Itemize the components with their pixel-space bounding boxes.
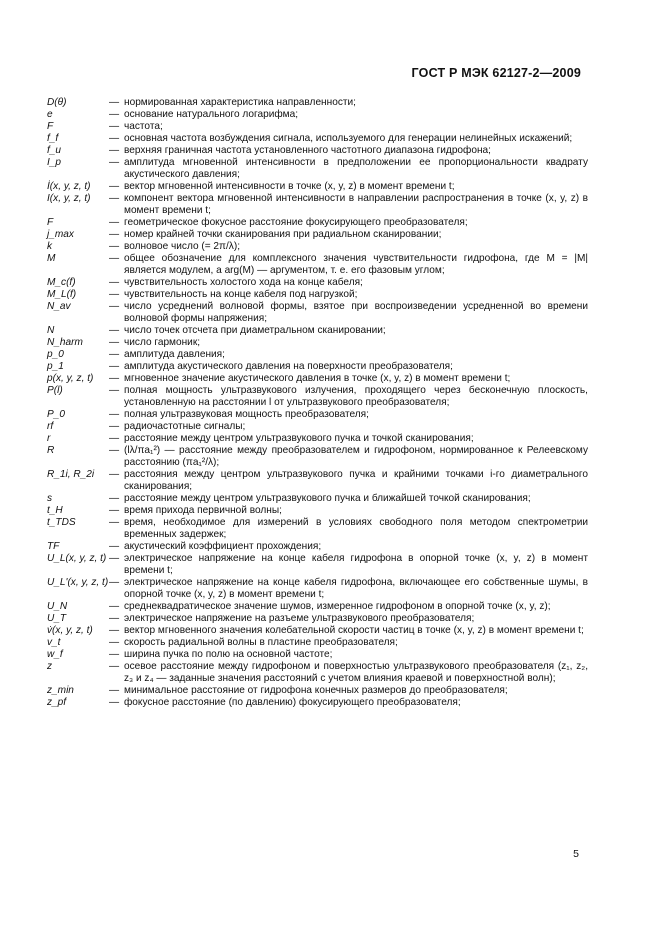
dash: — xyxy=(109,229,120,240)
description: время прихода первичной волны; xyxy=(124,505,282,516)
list-item xyxy=(47,469,588,493)
symbol: w_f xyxy=(47,649,63,660)
dash: — xyxy=(109,613,120,624)
dash: — xyxy=(109,433,120,444)
symbol: v̇(x, y, z, t) xyxy=(47,625,93,636)
description: вектор мгновенного значения колебательной скорости частиц в точке (x, y, z) в момент времени t; xyxy=(124,625,584,636)
dash: — xyxy=(109,361,120,372)
symbol: N_harm xyxy=(47,337,83,348)
description: амплитуда акустического давления на поверхности преобразователя; xyxy=(124,361,453,372)
dash: — xyxy=(109,685,120,696)
description: компонент вектора мгновенной интенсивности в направлении распространения в точке (x, y, z) в момент времени t; xyxy=(124,193,588,216)
description: геометрическое фокусное расстояние фокусирующего преобразователя; xyxy=(124,217,468,228)
symbol: I(x, y, z, t) xyxy=(47,193,91,204)
description: амплитуда мгновенной интенсивности в предположении ее пропорциональности квадрату акустического давления; xyxy=(124,157,588,180)
dash: — xyxy=(109,301,120,312)
symbol: v_t xyxy=(47,637,61,648)
list-item xyxy=(47,505,588,517)
list-item xyxy=(47,613,588,625)
dash: — xyxy=(109,241,120,252)
description: основание натурального логарифма; xyxy=(124,109,299,120)
dash: — xyxy=(109,157,120,168)
description: среднеквадратическое значение шумов, измеренное гидрофоном в опорной точке (x, y, z); xyxy=(124,601,551,612)
description: чувствительность на конце кабеля под нагрузкой; xyxy=(124,289,358,300)
page-number: 5 xyxy=(573,848,579,860)
description: скорость радиальной волны в пластине преобразователя; xyxy=(124,637,398,648)
dash: — xyxy=(109,253,120,264)
dash: — xyxy=(109,349,120,360)
symbols-list xyxy=(47,97,588,709)
symbol: P(l) xyxy=(47,385,63,396)
dash: — xyxy=(109,637,120,648)
symbol: TF xyxy=(47,541,60,552)
symbol: D(θ) xyxy=(47,97,67,108)
symbol: P_0 xyxy=(47,409,65,420)
symbol: f_f xyxy=(47,133,59,144)
symbol: U_T xyxy=(47,613,67,624)
dash: — xyxy=(109,601,120,612)
description: полная мощность ультразвукового излучения, проходящего через бесконечную плоскость, установленную на расстоянии l от ультразвукового преобразователя; xyxy=(124,385,588,408)
description: осевое расстояние между гидрофоном и поверхностью ультразвукового преобразователя (z₁, z₂, z₃ и z₄ — заданные значения расстояний с учетом влияния краевой и поверхностной волн); xyxy=(124,661,588,684)
symbol: R xyxy=(47,445,55,456)
symbol: M_c(f) xyxy=(47,277,76,288)
dash: — xyxy=(109,409,120,420)
dash: — xyxy=(109,121,120,132)
list-item xyxy=(47,553,588,577)
description: основная частота возбуждения сигнала, используемого для генерации нелинейных искажений; xyxy=(124,133,573,144)
list-item xyxy=(47,361,588,373)
description: расстояния между центром ультразвукового пучка и крайними точками i-го диаметрального сканирования; xyxy=(124,469,588,492)
symbol: e xyxy=(47,109,53,120)
list-item xyxy=(47,229,588,241)
symbol: N xyxy=(47,325,55,336)
description: мгновенное значение акустического давления в точке (x, y, z) в момент времени t; xyxy=(124,373,511,384)
symbol: j_max xyxy=(47,229,74,240)
dash: — xyxy=(109,373,120,384)
description: акустический коэффициент прохождения; xyxy=(124,541,322,552)
symbol: r xyxy=(47,433,51,444)
list-item xyxy=(47,637,588,649)
symbol: İ(x, y, z, t) xyxy=(47,181,91,192)
description: номер крайней точки сканирования при радиальном сканировании; xyxy=(124,229,442,240)
dash: — xyxy=(109,145,120,156)
list-item xyxy=(47,301,588,325)
dash: — xyxy=(109,421,120,432)
description: амплитуда давления; xyxy=(124,349,225,360)
description: полная ультразвуковая мощность преобразователя; xyxy=(124,409,369,420)
list-item xyxy=(47,181,588,193)
symbol: z xyxy=(47,661,53,672)
list-item xyxy=(47,445,588,469)
description: волновое число (= 2π/λ); xyxy=(124,241,241,252)
dash: — xyxy=(109,625,120,636)
list-item xyxy=(47,253,588,277)
list-item xyxy=(47,193,588,217)
dash: — xyxy=(109,493,120,504)
symbol: t_H xyxy=(47,505,63,516)
description: электрическое напряжение на разъеме ультразвукового преобразователя; xyxy=(124,613,475,624)
list-item xyxy=(47,97,588,109)
list-item xyxy=(47,133,588,145)
symbol: I_p xyxy=(47,157,62,168)
symbol: p(x, y, z, t) xyxy=(47,373,94,384)
list-item xyxy=(47,409,588,421)
list-item xyxy=(47,385,588,409)
symbol: R_1i, R_2i xyxy=(47,469,95,480)
list-item xyxy=(47,145,588,157)
symbol: p_0 xyxy=(47,349,64,360)
list-item xyxy=(47,337,588,349)
symbol: k xyxy=(47,241,53,252)
dash: — xyxy=(109,217,120,228)
list-item xyxy=(47,517,588,541)
list-item xyxy=(47,541,588,553)
list-item xyxy=(47,217,588,229)
list-item xyxy=(47,433,588,445)
dash: — xyxy=(109,661,120,672)
dash: — xyxy=(109,385,120,396)
list-item xyxy=(47,289,588,301)
description: общее обозначение для комплексного значения чувствительности гидрофона, где M = |M| является модулем, а arg(M) — аргументом, т. е. его фазовым углом; xyxy=(124,253,588,276)
list-item xyxy=(47,577,588,601)
symbol: F xyxy=(47,217,54,228)
description: число усреднений волновой формы, взятое при воспроизведении усредненной во времени волновой формы напряжения; xyxy=(124,301,588,324)
dash: — xyxy=(109,697,120,708)
dash: — xyxy=(109,505,120,516)
description: расстояние между центром ультразвукового пучка и ближайшей точкой сканирования; xyxy=(124,493,531,504)
list-item xyxy=(47,241,588,253)
description: радиочастотные сигналы; xyxy=(124,421,246,432)
dash: — xyxy=(109,193,120,204)
list-item xyxy=(47,121,588,133)
symbol: N_av xyxy=(47,301,71,312)
symbol: U_L(x, y, z, t) xyxy=(47,553,107,564)
symbol: rf xyxy=(47,421,54,432)
dash: — xyxy=(109,445,120,456)
list-item xyxy=(47,685,588,697)
symbol: s xyxy=(47,493,53,504)
description: расстояние между центром ультразвукового пучка и точкой сканирования; xyxy=(124,433,474,444)
description: ширина пучка по полю на основной частоте; xyxy=(124,649,333,660)
description: (lλ/πa₁²) — расстояние между преобразователем и гидрофоном, нормированное к Релеевскому расстоянию (πa₁²/λ); xyxy=(124,445,588,468)
dash: — xyxy=(109,97,120,108)
dash: — xyxy=(109,649,120,660)
list-item xyxy=(47,325,588,337)
list-item xyxy=(47,373,588,385)
description: вектор мгновенной интенсивности в точке (x, y, z) в момент времени t; xyxy=(124,181,455,192)
list-item xyxy=(47,421,588,433)
list-item xyxy=(47,277,588,289)
symbol: M xyxy=(47,253,56,264)
description: электрическое напряжение на конце кабеля гидрофона в опорной точке (x, y, z) в момент времени t; xyxy=(124,553,588,576)
dash: — xyxy=(109,469,120,480)
dash: — xyxy=(109,181,120,192)
symbol: f_u xyxy=(47,145,62,156)
symbol: U_N xyxy=(47,601,68,612)
description: чувствительность холостого хода на конце кабеля; xyxy=(124,277,363,288)
document-header: ГОСТ Р МЭК 62127-2—2009 xyxy=(411,66,581,80)
dash: — xyxy=(109,289,120,300)
description: нормированная характеристика направленности; xyxy=(124,97,356,108)
dash: — xyxy=(109,325,120,336)
list-item xyxy=(47,349,588,361)
symbol: p_1 xyxy=(47,361,64,372)
dash: — xyxy=(109,577,120,588)
description: число гармоник; xyxy=(124,337,201,348)
description: время, необходимое для измерений в условиях свободного поля методом спектрометрии временных задержек; xyxy=(124,517,588,540)
description: число точек отсчета при диаметральном сканировании; xyxy=(124,325,386,336)
list-item xyxy=(47,157,588,181)
dash: — xyxy=(109,517,120,528)
dash: — xyxy=(109,541,120,552)
dash: — xyxy=(109,277,120,288)
list-item xyxy=(47,625,588,637)
description: электрическое напряжение на конце кабеля гидрофона, включающее его собственные шумы, в опорной точке (x, y, z) в момент времени t; xyxy=(124,577,588,600)
dash: — xyxy=(109,553,120,564)
description: фокусное расстояние (по давлению) фокусирующего преобразователя; xyxy=(124,697,461,708)
list-item xyxy=(47,601,588,613)
list-item xyxy=(47,697,588,709)
list-item xyxy=(47,493,588,505)
symbol: M_L(f) xyxy=(47,289,77,300)
description: верхняя граничная частота установленного частотного диапазона гидрофона; xyxy=(124,145,491,156)
list-item xyxy=(47,109,588,121)
symbol: F xyxy=(47,121,54,132)
list-item xyxy=(47,649,588,661)
symbol: t_TDS xyxy=(47,517,76,528)
symbol: z_min xyxy=(47,685,74,696)
dash: — xyxy=(109,109,120,120)
description: частота; xyxy=(124,121,163,132)
description: минимальное расстояние от гидрофона конечных размеров до преобразователя; xyxy=(124,685,508,696)
symbol: z_pf xyxy=(47,697,67,708)
list-item xyxy=(47,661,588,685)
symbol: U_L'(x, y, z, t) xyxy=(47,577,109,588)
dash: — xyxy=(109,133,120,144)
dash: — xyxy=(109,337,120,348)
